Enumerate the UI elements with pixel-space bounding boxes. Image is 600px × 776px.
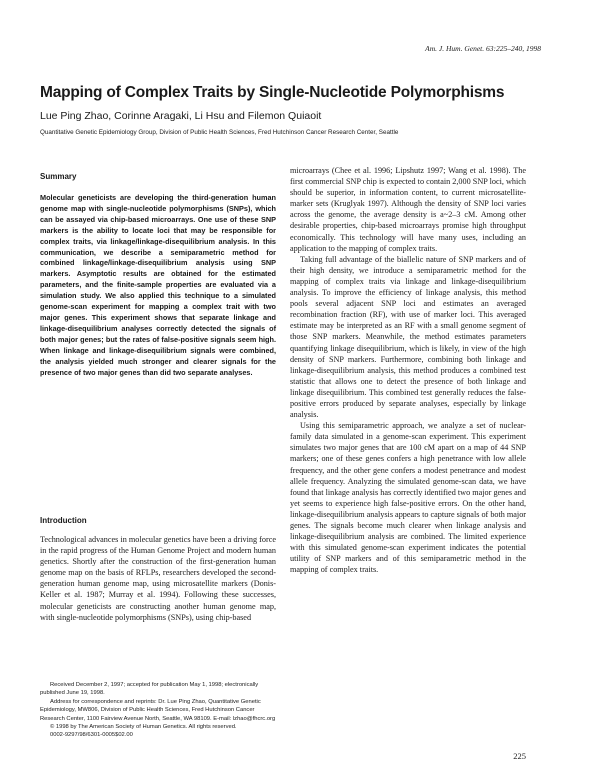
footnote-copyright: © 1998 by The American Society of Human Genetics. All rights reserved. (50, 724, 237, 731)
affiliation: Quantitative Genetic Epidemiology Group, Division of Public Health Sciences, Fred Hutchinson Cancer Research Center, Seattle (40, 129, 399, 136)
footnote-received: Received December 2, 1997; accepted for publication May 1, 1998; electronically published June 19, 1998. (40, 682, 259, 697)
introduction-text: Technological advances in molecular genetics have been a driving force in the rapid progress of the Human Genome Project and modern human genetics. Shortly after the construction of the first-generation human genome map on the basis of RFLPs, researchers developed the second-generation human genome map, using microsatellite markers (Donis-Keller et al. 1987; Murray et al. 1994). Following these successes, molecular geneticists are constructing another human genome map, with single-nucleotide polymorphisms (SNPs), using chip-based (40, 535, 276, 622)
summary-text: Molecular geneticists are developing the third-generation human genome map with single-nucleotide polymorphisms (SNPs), which can be assayed via chip-based microarrays. One use of these SNP markers is the ability to locate loci that may be responsible for complex traits, via linkage/linkage-disequilibrium analysis. In this communication, we describe a semiparametric method for combined linkage/linkage-disequilibrium analysis using SNP markers. Asymptotic results are obtained for the estimated parameters, and the finite-sample properties are evaluated via a simulation study. We also applied this technique to a simulated genome-scan experiment for mapping a complex trait with two major genes. This experiment shows that separate linkage and linkage-disequilibrium analyses correctly detected the signals of both major genes; but the rates of false-positive signals seem high. When linkage and linkage-disequilibrium signals were combined, the analysis yielded much stronger and clearer signals for the presence of two major genes than did two separate analyses. (40, 193, 276, 377)
article-title: Mapping of Complex Traits by Single-Nucleotide Polymorphisms (40, 84, 505, 101)
right-paragraph: Taking full advantage of the biallelic nature of SNP markers and of their high density, we introduce a semiparametric method for the mapping of complex traits via linkage and linkage-disequilibrium analysis. To improve the efficiency of linkage analysis, this method pools several adjacent SNP loci and estimates an averaged recombination fraction (RF), with use of marker loci. This averaged estimate may be interpreted as an RF with a small genome segment of those SNP markers. Meanwhile, the method estimates parameters quantifying linkage disequilibrium, which is likely, in view of the high density of SNP markers. Furthermore, combining both linkage and linkage-disequilibrium analysis, this method produces a combined test statistic that allows one to detect the presence of both linkage and linkage disequilibrium. This combined test generally reduces the false-positive errors produced by separate analyses, especially by linkage analysis. (290, 254, 526, 420)
summary-heading: Summary (40, 172, 77, 181)
right-column (290, 165, 526, 575)
footnote-issn: 0002-9297/98/6301-0005$02.00 (50, 732, 133, 739)
summary-section (40, 172, 276, 378)
right-paragraph: Using this semiparametric approach, we analyze a set of nuclear-family data simulated in a genome-scan experiment. This experiment simulates two major genes that are 100 cM apart on a map of 44 SNP markers; one of these genes confers a high penetrance with low allele frequency, and the other gene confers a modest penetrance and modest allele frequency. Analyzing the simulated genome-scan data, we have found that linkage analysis has correctly identified two major genes and yet seems to experience high false-positive errors. On the other hand, linkage-disequilibrium analysis appears to capture signals of both major genes. The signals become much clearer when linkage analysis and linkage-disequilibrium analysis are combined. The limited experience with this simulated genome-scan experiment indicates the potential utility of SNP markers and of this semiparametric method in the mapping of complex traits. (290, 421, 527, 575)
right-paragraph: microarrays (Chee et al. 1996; Lipshutz 1997; Wang et al. 1998). The first commercial SNP chip is expected to contain 2,000 SNP loci, which should be superior, in information content, to current microsatellite-marker sets (Kruglyak 1997). Although the density of SNP loci varies across the genome, the average density is a~2–3 cM. Among other desirable properties, chip-based microarrays promise high throughput economically. This technology will have many uses, including an application to the mapping of complex traits. (290, 166, 526, 253)
introduction-heading: Introduction (40, 516, 87, 525)
page-number: 225 (513, 751, 526, 761)
footnote-address: Address for correspondence and reprints: Dr. Lue Ping Zhao, Quantitative Genetic Epidemiology, MW806, Division of Public Health Sciences, Fred Hutchinson Cancer Research Center, 1100 Fairview Avenue North, Seattle, WA 98109. E-mail: lzhao@fhcrc.org (40, 698, 276, 722)
footnotes (40, 681, 276, 740)
author-list: Lue Ping Zhao, Corinne Aragaki, Li Hsu and Filemon Quiaoit (40, 110, 322, 122)
journal-citation: Am. J. Hum. Genet. 63:225–240, 1998 (425, 44, 541, 53)
